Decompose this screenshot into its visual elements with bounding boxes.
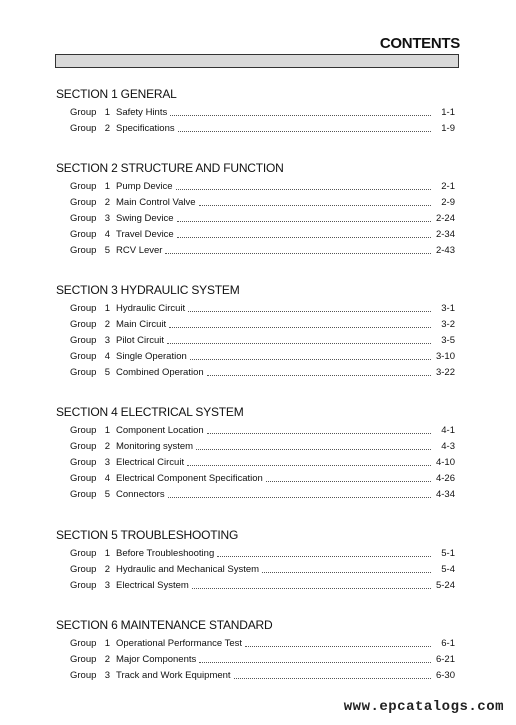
- toc-entry-group-label: Group: [70, 457, 97, 468]
- toc-entry-page-number: 5-4: [441, 564, 455, 575]
- toc-entry-title: Electrical Circuit: [116, 457, 185, 468]
- toc-entry-title: Main Control Valve: [116, 197, 196, 208]
- toc-entry-title: RCV Lever: [116, 245, 163, 256]
- toc-entry-leader-dots: [170, 115, 431, 116]
- toc-entry-page-number: 1-9: [441, 123, 455, 134]
- toc-entry[interactable]: [70, 580, 455, 592]
- toc-entry-group-number: 1: [104, 107, 110, 118]
- toc-entry[interactable]: [70, 457, 455, 469]
- toc-entry[interactable]: [70, 670, 455, 682]
- toc-entry-leader-dots: [187, 465, 431, 466]
- toc-entry[interactable]: [70, 123, 455, 135]
- toc-entry-leader-dots: [234, 678, 431, 679]
- toc-entry-group-label: Group: [70, 229, 97, 240]
- toc-entry-leader-dots: [169, 327, 431, 328]
- toc-entry-leader-dots: [199, 662, 431, 663]
- toc-entry-group-number: 2: [104, 441, 110, 452]
- toc-entry[interactable]: [70, 489, 455, 501]
- toc-entry-group-number: 5: [104, 489, 110, 500]
- toc-entry-group-number: 2: [104, 197, 110, 208]
- toc-entry[interactable]: [70, 425, 455, 437]
- toc-entry[interactable]: [70, 473, 455, 485]
- toc-entry-page-number: 2-1: [441, 181, 455, 192]
- toc-entry[interactable]: [70, 441, 455, 453]
- toc-entry-group-number: 1: [104, 181, 110, 192]
- toc-entry-page-number: 3-2: [441, 319, 455, 330]
- toc-entry[interactable]: [70, 351, 455, 363]
- toc-entry-leader-dots: [207, 375, 431, 376]
- watermark: www.epcatalogs.com: [343, 699, 504, 715]
- toc-entry-title: Pump Device: [116, 181, 173, 192]
- toc-entry-leader-dots: [262, 572, 431, 573]
- toc-entry[interactable]: [70, 654, 455, 666]
- toc-entry[interactable]: [70, 564, 455, 576]
- toc-entry-group-label: Group: [70, 441, 97, 452]
- toc-entry-title: Connectors: [116, 489, 165, 500]
- toc-entry[interactable]: [70, 367, 455, 379]
- toc-entry-group-label: Group: [70, 489, 97, 500]
- toc-entry-group-number: 4: [104, 229, 110, 240]
- toc-entry-group-label: Group: [70, 181, 97, 192]
- toc-entry-page-number: 2-9: [441, 197, 455, 208]
- toc-entry-page-number: 4-34: [435, 489, 455, 500]
- toc-entry-group-number: 2: [104, 123, 110, 134]
- toc-entry-group-label: Group: [70, 213, 97, 224]
- toc-entry-title: Specifications: [116, 123, 175, 134]
- toc-entry-leader-dots: [167, 343, 431, 344]
- toc-entry[interactable]: [70, 181, 455, 193]
- section-heading: SECTION 1 GENERAL: [56, 87, 177, 101]
- toc-entry-leader-dots: [178, 131, 431, 132]
- toc-entry[interactable]: [70, 197, 455, 209]
- toc-entry-page-number: 6-30: [435, 670, 455, 681]
- toc-entry-leader-dots: [207, 433, 431, 434]
- toc-entry-group-label: Group: [70, 564, 97, 575]
- toc-entry-page-number: 5-1: [441, 548, 455, 559]
- toc-entry[interactable]: [70, 245, 455, 257]
- toc-entry-title: Hydraulic Circuit: [116, 303, 186, 314]
- toc-entry-page-number: 3-22: [435, 367, 455, 378]
- toc-entry-group-number: 1: [104, 425, 110, 436]
- toc-entry-leader-dots: [245, 646, 431, 647]
- toc-entry-leader-dots: [176, 189, 432, 190]
- toc-entry-group-number: 5: [104, 367, 110, 378]
- toc-entry-leader-dots: [199, 205, 431, 206]
- toc-entry-group-label: Group: [70, 580, 97, 591]
- toc-entry-title: Safety Hints: [116, 107, 168, 118]
- toc-entry-group-label: Group: [70, 335, 97, 346]
- toc-entry-title: Single Operation: [116, 351, 187, 362]
- toc-entry-title: Electrical System: [116, 580, 189, 591]
- toc-entry-group-label: Group: [70, 638, 97, 649]
- toc-entry-group-label: Group: [70, 425, 97, 436]
- toc-entry-group-label: Group: [70, 367, 97, 378]
- toc-entry-group-label: Group: [70, 197, 97, 208]
- toc-entry-group-number: 1: [104, 303, 110, 314]
- toc-entry-page-number: 3-10: [435, 351, 455, 362]
- section-heading: SECTION 4 ELECTRICAL SYSTEM: [56, 405, 244, 419]
- toc-entry-title: Pilot Circuit: [116, 335, 165, 346]
- toc-entry-page-number: 4-3: [441, 441, 455, 452]
- toc-entry-title: Component Location: [116, 425, 204, 436]
- toc-entry-group-number: 3: [104, 580, 110, 591]
- toc-entry[interactable]: [70, 335, 455, 347]
- toc-entry-group-label: Group: [70, 245, 97, 256]
- toc-entry-group-label: Group: [70, 351, 97, 362]
- toc-entry-group-label: Group: [70, 548, 97, 559]
- toc-entry-group-number: 5: [104, 245, 110, 256]
- toc-entry[interactable]: [70, 229, 455, 241]
- toc-entry-group-number: 1: [104, 638, 110, 649]
- toc-entry-page-number: 6-1: [441, 638, 455, 649]
- toc-entry[interactable]: [70, 548, 455, 560]
- toc-entry-leader-dots: [177, 221, 431, 222]
- toc-entry-group-label: Group: [70, 473, 97, 484]
- toc-entry-page-number: 2-34: [435, 229, 455, 240]
- section-heading: SECTION 2 STRUCTURE AND FUNCTION: [56, 161, 284, 175]
- toc-entry-group-number: 3: [104, 670, 110, 681]
- toc-entry-page-number: 3-1: [441, 303, 455, 314]
- toc-entry-page-number: 2-43: [435, 245, 455, 256]
- toc-entry-page-number: 4-26: [435, 473, 455, 484]
- toc-entry-leader-dots: [190, 359, 431, 360]
- toc-entry-title: Track and Work Equipment: [116, 670, 231, 681]
- toc-entry[interactable]: [70, 638, 455, 650]
- section-heading: SECTION 6 MAINTENANCE STANDARD: [56, 618, 273, 632]
- toc-entry-group-label: Group: [70, 303, 97, 314]
- toc-entry-group-number: 2: [104, 654, 110, 665]
- toc-entry-leader-dots: [192, 588, 431, 589]
- toc-entry-group-number: 1: [104, 548, 110, 559]
- toc-entry-group-number: 2: [104, 564, 110, 575]
- toc-entry-leader-dots: [188, 311, 431, 312]
- toc-entry-leader-dots: [196, 449, 431, 450]
- toc-entry[interactable]: [70, 319, 455, 331]
- toc-entry-page-number: 6-21: [435, 654, 455, 665]
- toc-entry-leader-dots: [266, 481, 431, 482]
- toc-entry-title: Operational Performance Test: [116, 638, 243, 649]
- toc-entry-page-number: 3-5: [441, 335, 455, 346]
- section-heading: SECTION 3 HYDRAULIC SYSTEM: [56, 283, 240, 297]
- toc-entry-group-number: 4: [104, 351, 110, 362]
- toc-entry-title: Major Components: [116, 654, 197, 665]
- toc-entry-title: Swing Device: [116, 213, 174, 224]
- toc-entry[interactable]: [70, 213, 455, 225]
- toc-entry-group-label: Group: [70, 107, 97, 118]
- page-title: CONTENTS: [379, 35, 460, 52]
- toc-entry-group-number: 3: [104, 457, 110, 468]
- toc-entry-leader-dots: [217, 556, 431, 557]
- toc-entry-leader-dots: [168, 497, 431, 498]
- toc-entry-group-label: Group: [70, 319, 97, 330]
- section-heading: SECTION 5 TROUBLESHOOTING: [56, 528, 239, 542]
- toc-entry-leader-dots: [177, 237, 431, 238]
- toc-entry-page-number: 4-1: [441, 425, 455, 436]
- toc-entry-title: Main Circuit: [116, 319, 167, 330]
- toc-entry-page-number: 5-24: [435, 580, 455, 591]
- toc-entry-group-number: 3: [104, 335, 110, 346]
- toc-entry-leader-dots: [165, 253, 431, 254]
- toc-entry[interactable]: [70, 107, 455, 119]
- toc-entry-title: Hydraulic and Mechanical System: [116, 564, 260, 575]
- toc-entry-page-number: 4-10: [435, 457, 455, 468]
- toc-entry-group-label: Group: [70, 654, 97, 665]
- toc-entry-title: Travel Device: [116, 229, 174, 240]
- toc-entry-group-label: Group: [70, 123, 97, 134]
- toc-entry-group-number: 4: [104, 473, 110, 484]
- toc-entry-group-number: 3: [104, 213, 110, 224]
- toc-entry[interactable]: [70, 303, 455, 315]
- toc-entry-title: Electrical Component Specification: [116, 473, 263, 484]
- toc-entry-page-number: 1-1: [441, 107, 455, 118]
- toc-entry-group-number: 2: [104, 319, 110, 330]
- toc-entry-title: Monitoring system: [116, 441, 194, 452]
- toc-entry-title: Combined Operation: [116, 367, 204, 378]
- toc-entry-title: Before Troubleshooting: [116, 548, 215, 559]
- toc-entry-page-number: 2-24: [435, 213, 455, 224]
- toc-entry-group-label: Group: [70, 670, 97, 681]
